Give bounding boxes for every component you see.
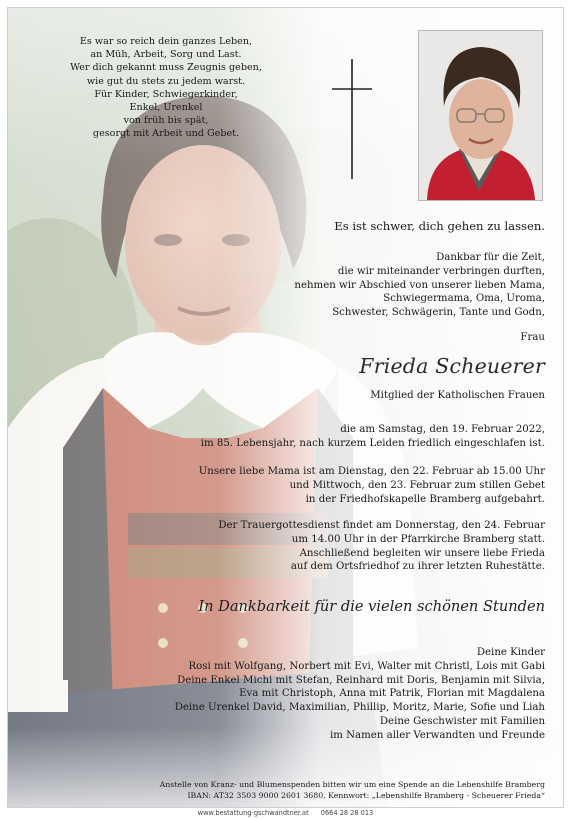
death-line: im 85. Lebensjahr, nach kurzem Leiden friedlich eingeschlafen ist. (200, 437, 545, 449)
phone-number: 0664 28 28 013 (320, 809, 374, 817)
prayer-line: Unsere liebe Mama ist am Dienstag, den 22. Februar ab 15.00 Uhr (198, 466, 545, 477)
thanks-line: nehmen wir Abschied von unserer lieben Mama, (294, 279, 545, 291)
donation-note (160, 780, 545, 801)
family-line: Deine Geschwister mit Familien (379, 715, 545, 727)
prayer-notice (199, 465, 545, 506)
motto: Es ist schwer, dich gehen zu lassen. (334, 219, 545, 233)
cross-icon (330, 59, 374, 179)
prayer-line: und Mittwoch, den 23. Februar zum stillen Gebet (289, 479, 545, 491)
family-line: Deine Kinder (476, 647, 545, 658)
poem-line: Für Kinder, Schwiegerkinder, (94, 88, 238, 100)
funeral-service-notice (218, 519, 545, 574)
poem-line: von früh bis spät, (123, 115, 209, 127)
service-line: um 14.00 Uhr in der Pfarrkirche Bramberg statt. (291, 533, 545, 545)
thanks-line: Dankbar für die Zeit, (436, 252, 545, 263)
memorial-poem (36, 35, 296, 141)
service-line: auf dem Ortsfriedhof zu ihrer letzten Ruhestätte. (290, 561, 545, 573)
deceased-name: Frieda Scheuerer (359, 354, 545, 378)
undertaker-footer (0, 809, 571, 817)
portrait-photo (418, 30, 543, 201)
poem-line: wie gut du stets zu jedem warst. (86, 75, 246, 87)
death-notice (201, 423, 545, 451)
poem-line: gesorgt mit Arbeit und Gebet. (92, 128, 240, 140)
donation-line: IBAN: AT32 3503 9000 2601 3680, Kennwort: „Lebenshilfe Bramberg - Scheuerer Frieda“ (187, 790, 545, 800)
family-line: im Namen aller Verwandten und Freunde (329, 729, 545, 741)
family-line: Rosi mit Wolfgang, Norbert mit Evi, Walter mit Christl, Lois mit Gabi (188, 660, 545, 672)
poem-line: an Müh, Arbeit, Sorg und Last. (90, 49, 242, 61)
family-line: Eva mit Christoph, Anna mit Patrik, Florian mit Magdalena (239, 688, 545, 700)
salutation: Frau (520, 332, 545, 343)
death-line: die am Samstag, den 19. Februar 2022, (340, 424, 545, 435)
donation-line: Anstelle von Kranz- und Blumenspenden bitten wir um eine Spende an die Lebenshilfe Bramberg (159, 780, 545, 789)
service-line: Anschließend begleiten wir unsere liebe Frieda (299, 547, 545, 559)
family-line: Deine Urenkel David, Maximilian, Phillip, Moritz, Marie, Sofie und Liah (174, 702, 545, 714)
gratitude-heading: In Dankbarkeit für die vielen schönen Stunden (198, 598, 545, 615)
website-link[interactable]: www.bestattung-gschwandtner.at (197, 809, 309, 817)
obituary-card (7, 7, 564, 808)
poem-line: Wer dich gekannt muss Zeugnis geben, (70, 62, 262, 74)
prayer-line: in der Friedhofskapelle Bramberg aufgebahrt. (305, 493, 545, 505)
family-list (175, 646, 545, 743)
thanks-block (294, 251, 545, 320)
family-line: Deine Enkel Michi mit Stefan, Reinhard mit Doris, Benjamin mit Silvia, (177, 674, 545, 686)
membership: Mitglied der Katholischen Frauen (370, 390, 545, 401)
service-line: Der Trauergottesdienst findet am Donnerstag, den 24. Februar (218, 520, 545, 531)
poem-line: Enkel, Urenkel (129, 102, 203, 114)
poem-line: Es war so reich dein ganzes Leben, (79, 36, 253, 47)
thanks-line: die wir miteinander verbringen durften, (337, 265, 545, 277)
thanks-line: Schwiegermama, Oma, Uroma, (383, 293, 545, 305)
thanks-line: Schwester, Schwägerin, Tante und Godn, (332, 307, 545, 319)
